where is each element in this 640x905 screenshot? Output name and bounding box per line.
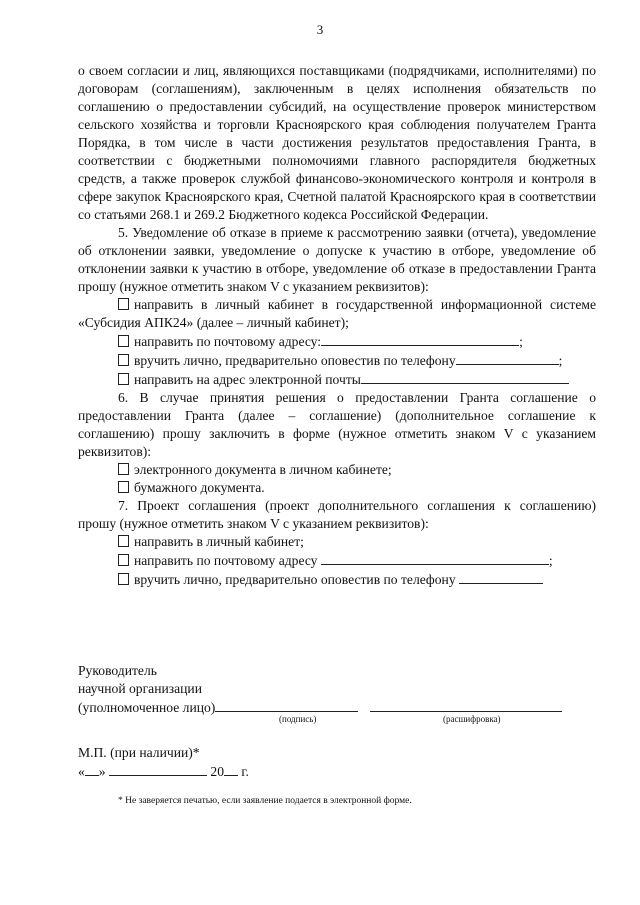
checkbox-icon[interactable] — [118, 298, 129, 310]
option-label: вручить лично, предварительно оповестив по телефону — [134, 353, 456, 368]
document-body — [78, 62, 596, 589]
checkbox-icon[interactable] — [118, 463, 129, 475]
item-7-option-post[interactable]: направить по почтовому адресу ; — [78, 551, 596, 570]
checkbox-icon[interactable] — [118, 354, 129, 366]
item-5-option-email[interactable] — [78, 370, 596, 389]
stamp-label: М.П. (при наличии)* — [78, 745, 200, 760]
option-label: бумажного документа. — [134, 480, 265, 495]
item-7-option-personal[interactable] — [78, 570, 596, 589]
item-5-text: 5. Уведомление об отказе в приеме к рассмотрению заявки (отчета), уведомление об отклонении заявки, уведомление о допуске к участию в отборе, уведомление об отклонении заявки к участию в отборе, уведомление об отказе в предоставлении Гранта прошу (нужное отметить знаком V с указанием реквизитов): — [78, 225, 596, 294]
item-6-option-electronic[interactable] — [78, 461, 596, 479]
email-field[interactable] — [361, 370, 569, 384]
stamp-date-block — [78, 744, 249, 781]
signer-title-line1: Руководитель — [78, 663, 157, 678]
signature-field[interactable] — [215, 698, 358, 712]
option-label: направить в личный кабинет; — [134, 534, 304, 549]
decode-caption: (расшифровка) — [443, 714, 501, 724]
signature-block — [78, 662, 608, 717]
option-label: направить на адрес электронной почты — [134, 372, 361, 387]
day-field[interactable] — [85, 762, 99, 776]
item-5-option-post[interactable]: направить по почтовому адресу: ; — [78, 332, 596, 351]
year-field[interactable] — [224, 762, 238, 776]
postal-address-field[interactable] — [321, 551, 549, 565]
signature-row — [78, 698, 608, 717]
checkbox-icon[interactable] — [118, 373, 129, 385]
checkbox-icon[interactable] — [118, 535, 129, 547]
month-field[interactable] — [109, 762, 207, 776]
checkbox-icon[interactable] — [118, 481, 129, 493]
item-5-option-personal[interactable]: вручить лично, предварительно оповестив по телефону ; — [78, 351, 596, 370]
item-7-text: 7. Проект соглашения (проект дополнительного соглашения к соглашению) прошу (нужное отметить знаком V с указанием реквизитов): — [78, 498, 596, 531]
signer-title-line2: научной организации — [78, 681, 202, 696]
signature-caption: (подпись) — [279, 714, 317, 724]
item-7-option-cabinet[interactable] — [78, 533, 596, 551]
option-label: вручить лично, предварительно оповестив по телефону — [134, 572, 456, 587]
option-label: направить по почтовому адресу — [134, 553, 318, 568]
continuation-paragraph: о своем согласии и лиц, являющихся поставщиками (подрядчиками, исполнителями) по договорам (соглашениям), заключенным в целях исполнения обязательств по соглашению о предоставлении субсидий, на осуществление проверок министерством сельского хозяйства и торговли Красноярского края соблюдения получателем Гранта Порядка, в том числе в части достижения результатов предоставления Гранта, в соответствии с бюджетными полномочиями главного распорядителя бюджетных средств, а также проверок службой финансово-экономического контроля и контроля в сфере закупок Красноярского края, Счетной палатой Красноярского края в соответствии со статьями 268.1 и 269.2 Бюджетного кодекса Российской Федерации. — [78, 63, 596, 222]
checkbox-icon[interactable] — [118, 554, 129, 566]
option-label: электронного документа в личном кабинете; — [134, 462, 392, 477]
footnote: * Не заверяется печатью, если заявление подается в электронной форме. — [118, 796, 412, 806]
checkbox-icon[interactable] — [118, 573, 129, 585]
date-row: « » 20 г. — [78, 764, 249, 779]
phone-field[interactable] — [456, 351, 559, 365]
item-6-text: 6. В случае принятия решения о предоставлении Гранта соглашение о предоставлении Гранта (далее – соглашение) (дополнительное соглашение к соглашению) прошу заключить в форме (нужное отметить знаком V с указанием реквизитов): — [78, 390, 596, 459]
name-decode-field[interactable] — [370, 698, 562, 712]
checkbox-icon[interactable] — [118, 335, 129, 347]
page-number: 3 — [316, 22, 324, 37]
option-label: направить по почтовому адресу: — [134, 334, 322, 349]
signer-title-line3: (уполномоченное лицо) — [78, 700, 216, 715]
option-label: направить в личный кабинет в государственной информационной системе «Субсидия АПК24» (далее – личный кабинет); — [78, 297, 596, 330]
postal-address-field[interactable] — [321, 332, 519, 346]
item-6-option-paper[interactable] — [78, 479, 596, 497]
phone-field[interactable] — [459, 570, 543, 584]
item-5-option-cabinet[interactable] — [78, 296, 596, 332]
